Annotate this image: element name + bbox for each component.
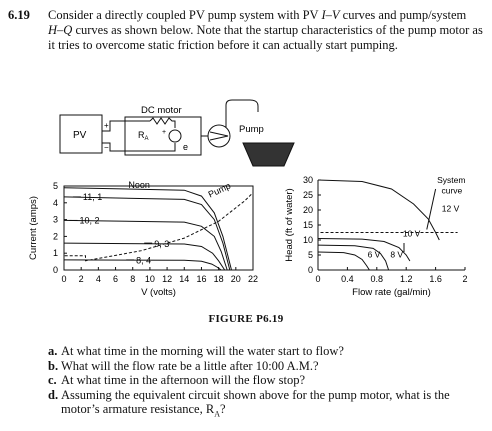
iv-pump-label: Pump: [206, 180, 233, 200]
water-tank: [243, 143, 294, 166]
question-d: [48, 388, 486, 423]
question-label: a.: [48, 344, 58, 358]
iv-x-axis-label: V (volts): [141, 287, 176, 298]
question-a: [48, 344, 486, 359]
motor-box: [125, 117, 201, 155]
iv-noon-label: Noon: [128, 180, 150, 191]
iv-y-tick-label: 4: [52, 197, 58, 208]
hq-y-tick-label: 10: [302, 235, 313, 245]
problem-text: Consider a directly coupled PV pump system with PV I–V curves and pump/system H–Q curves as shown below. Note that the startup characteristics of the pump motor as it tries to overcome static friction before it can actually start pumping.: [48, 8, 483, 52]
hq-y-tick-label: 20: [302, 205, 313, 215]
iv-y-tick-label: 1: [52, 248, 58, 259]
emf-source: [169, 130, 181, 142]
question-text: At what time in the morning will the water start to flow?: [61, 344, 344, 358]
iv-x-tick-label: 16: [196, 274, 207, 284]
iv-x-tick-label: 6: [113, 274, 119, 284]
pipe: [226, 100, 258, 127]
figure-caption: FIGURE P6.19: [208, 313, 284, 325]
hq-x-tick-label: 0.8: [370, 274, 384, 284]
wire-minus: [102, 143, 175, 151]
hq-x-tick-label: 2: [462, 274, 468, 284]
iv-curve-label-3: 8, 4: [136, 255, 152, 266]
hq-x-tick-label: 1.6: [429, 274, 442, 284]
hq-pump-label-3: 6 V: [367, 249, 381, 260]
ra-label: [138, 130, 149, 142]
emf-plus: +: [162, 129, 167, 136]
question-list: [48, 344, 486, 422]
hq-system-curve: [318, 233, 458, 271]
iv-x-tick-label: 20: [230, 274, 241, 284]
question-b: [48, 359, 486, 374]
iv-y-tick-label: 2: [52, 231, 58, 242]
hq-x-tick-label: 0.4: [341, 274, 354, 284]
iv-x-tick-label: 4: [95, 274, 101, 284]
iv-curve-pump: [64, 193, 253, 270]
minus-sign: −: [104, 143, 109, 152]
hq-pump-label-2: 8 V: [390, 249, 404, 260]
hq-pump-label-1: 10 V: [402, 228, 421, 239]
iv-curve-label-2: 9, 3: [154, 238, 170, 249]
iv-x-tick-label: 8: [130, 274, 136, 284]
iv-x-tick-label: 18: [213, 274, 224, 284]
iv-chart: [28, 180, 258, 298]
hq-y-axis-label: Head (ft of water): [284, 188, 295, 262]
question-text: At what time in the afternoon will the flow stop?: [61, 373, 306, 387]
hq-pump-label-0: 12 V: [441, 203, 460, 214]
hq-system-label: System: [437, 175, 466, 185]
iv-x-tick-label: 0: [61, 274, 67, 284]
hq-y-tick-label: 15: [302, 220, 313, 230]
iv-curve-label-0: 11, 1: [82, 191, 103, 202]
hq-y-tick-label: 30: [302, 175, 313, 185]
iv-x-tick-label: 12: [162, 274, 173, 284]
question-label: d.: [48, 387, 59, 402]
armature-resistor: [150, 118, 175, 128]
question-c: [48, 373, 486, 388]
pv-label: PV: [73, 130, 87, 141]
iv-y-axis-label: Current (amps): [28, 196, 39, 260]
iv-x-tick-label: 14: [179, 274, 190, 284]
question-text: Assuming the equivalent circuit shown above for the pump motor, what is the motor’s armature resistance, $R_A$?: [61, 387, 450, 419]
hq-x-tick-label: 0: [315, 274, 321, 284]
iv-curve-label-1: 10, 2: [79, 215, 100, 226]
pump-impeller: [210, 132, 228, 140]
iv-y-tick-label: 5: [52, 181, 58, 191]
emf-label: e: [183, 142, 189, 152]
ra-main: R: [138, 130, 145, 140]
hq-x-axis-label: Flow rate (gal/min): [352, 287, 431, 298]
question-label: c.: [48, 373, 57, 387]
plus-sign: +: [104, 121, 109, 130]
question-subscript: A: [214, 409, 220, 419]
iv-y-tick-label: 3: [52, 214, 58, 225]
pump-label: Pump: [239, 124, 264, 135]
hq-system-label-2: curve: [441, 185, 463, 196]
hq-y-tick-label: 0: [307, 265, 313, 275]
ra-sub: A: [144, 136, 149, 142]
iv-y-tick-label: 0: [52, 265, 58, 275]
question-text: What will the flow rate be a little after 10:00 A.M.?: [61, 358, 319, 373]
hq-y-tick-label: 5: [307, 250, 313, 260]
motor-label: DC motor: [141, 105, 182, 116]
hq-pump-curve-3: [318, 252, 369, 270]
iv-x-tick-label: 2: [78, 274, 84, 284]
hq-y-tick-label: 25: [302, 190, 313, 200]
question-label: b.: [48, 358, 59, 373]
iv-x-tick-label: 10: [144, 274, 155, 284]
problem-number: 6.19: [8, 8, 30, 22]
hq-chart: [284, 175, 468, 298]
hq-x-tick-label: 1.2: [399, 274, 413, 284]
hq-pump-curve-0: [318, 180, 439, 240]
iv-x-tick-label: 22: [247, 274, 259, 284]
